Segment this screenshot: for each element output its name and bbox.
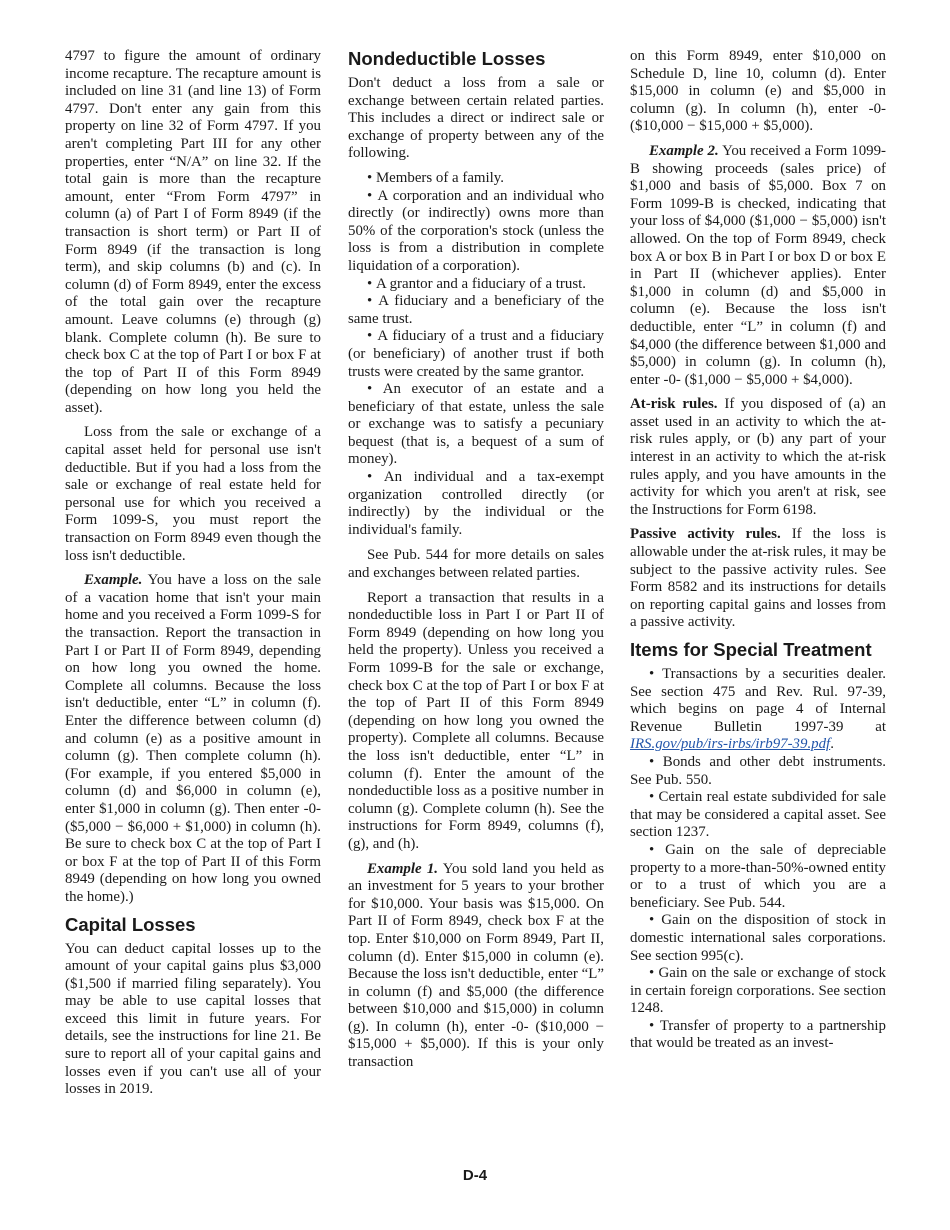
list-item-text: An individual and a tax-exempt organization controlled directly (or indirectly) by the individual or the individual's family. xyxy=(348,469,605,538)
bullet-icon xyxy=(367,469,384,485)
paragraph-example-vacation-home xyxy=(65,572,321,906)
list-item-text: Members of a family. xyxy=(375,169,504,186)
bullet-icon xyxy=(649,842,665,858)
list-item-text: An executor of an estate and a beneficiary of that estate, unless the sale or exchange was to satisfy a pecuniary bequest (that is, a bequest of a sum of money). xyxy=(348,381,604,468)
list-item-text: Bonds and other debt instruments. See Pub. 550. xyxy=(630,753,887,788)
list-item-text: A grantor and a fiduciary of a trust. xyxy=(375,275,586,292)
paragraph-passive-activity-rules xyxy=(630,526,886,632)
list-item-special-treatment xyxy=(630,789,886,842)
list-item-special-treatment xyxy=(630,912,886,965)
at-risk-label: At-risk rules. xyxy=(630,396,718,413)
list-item-related-party xyxy=(348,328,604,381)
list-item-special-treatment xyxy=(630,842,886,912)
column-right xyxy=(630,48,886,1053)
list-item-related-party xyxy=(348,469,604,539)
column-left xyxy=(65,48,321,1106)
bullet-icon xyxy=(649,666,662,682)
bullet-icon xyxy=(649,789,659,805)
example-label: Example 2. xyxy=(649,142,719,159)
list-item-text: Gain on the sale of depreciable property to a more-than-50%-owned entity or to a trust of which you are a beneficiary. See Pub. 544. xyxy=(630,841,887,911)
bullet-icon xyxy=(367,328,377,344)
bullet-icon xyxy=(367,188,378,204)
list-item-related-party xyxy=(348,293,604,328)
heading-nondeductible-losses: Nondeductible Losses xyxy=(348,48,546,69)
list-item-special-treatment xyxy=(630,754,886,789)
example-text: You have a loss on the sale of a vacation home that isn't your main home and you received a Form 1099-S for the transaction. Report the transaction in Part I or Part II of Form 8949, depending on how long you owned the home. Complete all columns. Because the loss isn't deductible, enter “L” in column (f). Enter the difference between column (d) and column (e) as a positive amount in column (g). Then complete column (h). (For example, if you entered $5,000 in column (d) and $6,000 in column (e), enter $1,000 in column (g). Then enter -0- ($5,000 − $6,000 + $1,000) in column (h). Be sure to check box C at the top of Part I or box F at the top of Part II of this Form 8949 (depending on how long you owned the home).) xyxy=(65,572,321,905)
bullet-icon xyxy=(649,754,663,770)
bullet-icon xyxy=(367,293,378,309)
paragraph-personal-use-loss: Loss from the sale or exchange of a capital asset held for personal use isn't deductible. But if you had a loss from the sale or exchange of real estate held for personal use for which you received a Form 1099-S, you must report the transaction on Form 8949 even though the loss isn't deductible. xyxy=(65,424,321,564)
bullet-icon xyxy=(367,170,376,186)
page-number: D-4 xyxy=(462,1167,488,1184)
list-item-related-party xyxy=(348,188,604,276)
list-item-text: A fiduciary of a trust and a fiduciary (or beneficiary) of another trust if both trusts were created by the same grantor. xyxy=(348,328,605,380)
list-item-related-party xyxy=(348,170,604,188)
list-item-text: A corporation and an individual who directly (or indirectly) owns more than 50% of the corporation's stock (unless the loss is from a distribution in complete liquidation of a corporation). xyxy=(348,187,605,274)
paragraph-at-risk-rules xyxy=(630,396,886,519)
list-item-related-party xyxy=(348,381,604,469)
irs-bulletin-link[interactable]: IRS.gov/pub/irs-irbs/irb97-39.pdf xyxy=(630,736,831,753)
paragraph-capital-losses: You can deduct capital losses up to the amount of your capital gains plus $3,000 ($1,500 if married filing separately). You may be able to use capital losses that exceed this limit in future years. For details, see the instructions for line 21. Be sure to report all of your capital gains and losses even if you can't use all of your losses in 2019. xyxy=(65,940,321,1098)
column-middle xyxy=(348,48,604,1079)
list-item-text: Transactions by a securities dealer. See section 475 and Rev. Rul. 97-39, which begins on page 4 of Internal Revenue Bulletin 1997-39 at xyxy=(630,666,887,735)
example-label: Example. xyxy=(84,572,143,589)
example-text: You sold land you held as an investment for 5 years to your brother for $10,000. Your basis was $15,000. On Part II of Form 8949, check box F at the top. Enter $10,000 on Form 8949, Part II, column (d). Enter $15,000 in column (e). Because the loss isn't deductible, enter “L” in column (f) and $5,000 (the difference between $10,000 and $15,000) in column (g). In column (h), enter -0- ($10,000 − $15,000 + $5,000). If this is your only transaction xyxy=(348,860,604,1071)
at-risk-text: If you disposed of (a) an asset used in an activity to which the at-risk rules apply, or (b) any part of your interest in an activity to which the at-risk rules apply, and you have amounts in the activity for which you aren't at risk, see the Instructions for Form 6198. xyxy=(630,396,886,518)
list-item-text: Gain on the disposition of stock in domestic international sales corporations. See section 995(c). xyxy=(630,912,886,964)
paragraph-see-pub-544: See Pub. 544 for more details on sales and exchanges between related parties. xyxy=(348,547,604,582)
bullet-icon xyxy=(649,912,661,928)
list-item-related-party xyxy=(348,276,604,294)
paragraph-related-parties-intro: Don't deduct a loss from a sale or exchange between certain related parties. This includes a direct or indirect sale or exchange of property between any of the following. xyxy=(348,75,604,162)
paragraph-example-1 xyxy=(348,861,604,1072)
heading-capital-losses: Capital Losses xyxy=(65,913,196,935)
paragraph-report-nondeductible: Report a transaction that results in a nondeductible loss in Part I or Part II of Form 8949 (depending on how long you held the property). Unless you received a Form 1099-B for the sale or exchange, check box C at the top of Part I or box F at the top of Part II of this Form 8949 (depending on how long you owned the property). Complete all columns. Because the loss isn't deductible, enter “L” in column (f). Enter the amount of the nondeductible loss as a positive number in column (g). Complete column (h). See the instructions for Form 8949, columns (f), (g), and (h). xyxy=(348,589,604,852)
passive-activity-text: If the loss is allowable under the at-risk rules, it may be subject to the passive activity rules. See Form 8582 and its instructions for details on reporting capital gains and losses from a passive activity. xyxy=(630,526,886,631)
passive-activity-label: Passive activity rules. xyxy=(630,526,781,543)
bullet-icon xyxy=(367,276,376,292)
example-label: Example 1. xyxy=(367,860,439,877)
list-item-text: Gain on the sale or exchange of stock in certain foreign corporations. See section 1248. xyxy=(630,965,886,1017)
list-item-special-treatment xyxy=(630,1018,886,1053)
list-item-punctuation: . xyxy=(830,736,834,753)
list-item-text: A fiduciary and a beneficiary of the same trust. xyxy=(348,293,604,327)
example-text: You received a Form 1099-B showing proceeds (sales price) of $1,000 and basis of $5,000. Box 7 on Form 1099-B is checked, indicating that your loss of $4,000 ($1,000 − $5,000) isn't allowed. On the top of Form 8949, check box A or box B in Part I or box D or box E in Part II (whichever applies). Enter $1,000 in column (d) and $5,000 in column (e). Because the loss isn't deductible, enter “L” in column (f) and $4,000 (the difference between $1,000 and $5,000) in column (g). In column (h), enter -0- ($1,000 − $5,000 + $4,000). xyxy=(630,142,887,388)
list-item-text: Transfer of property to a partnership that would be treated as an invest- xyxy=(630,1017,887,1052)
paragraph-example-1-continued: on this Form 8949, enter $10,000 on Schedule D, line 10, column (d). Enter $15,000 in column (e) and $5,000 in column (g). In column (h), enter -0- ($10,000 − $15,000 + $5,000). xyxy=(630,48,886,135)
paragraph-form-4797-recapture: 4797 to figure the amount of ordinary income recapture. The recapture amount is included on line 31 (and line 13) of Form 4797. Don't enter any gain from this property on line 32 of Form 4797. If you aren't completing Part III for any other properties, enter “N/A” on line 32. If the total gain is more than the recapture amount, enter “From Form 4797” in column (a) of Part I of Form 8949 (if the transaction is short term) or Part II of Form 8949 (if the transaction is long term), and skip columns (b) and (c). In column (d) of Form 8949, enter the excess of the total gain over the recapture amount. Leave columns (e) through (g) blank. Complete column (h). Be sure to check box C at the top of Part I or box F at the top of Part II of this Form 8949 (depending on how long you held the asset). xyxy=(65,48,321,416)
bullet-icon xyxy=(649,1018,660,1034)
paragraph-example-2 xyxy=(630,143,886,389)
list-item-special-treatment xyxy=(630,666,886,754)
bullet-icon xyxy=(367,381,383,397)
list-item-text: Certain real estate subdivided for sale that may be considered a capital asset. See section 1237. xyxy=(630,789,887,841)
heading-items-special-treatment: Items for Special Treatment xyxy=(630,639,872,660)
list-item-special-treatment xyxy=(630,965,886,1018)
